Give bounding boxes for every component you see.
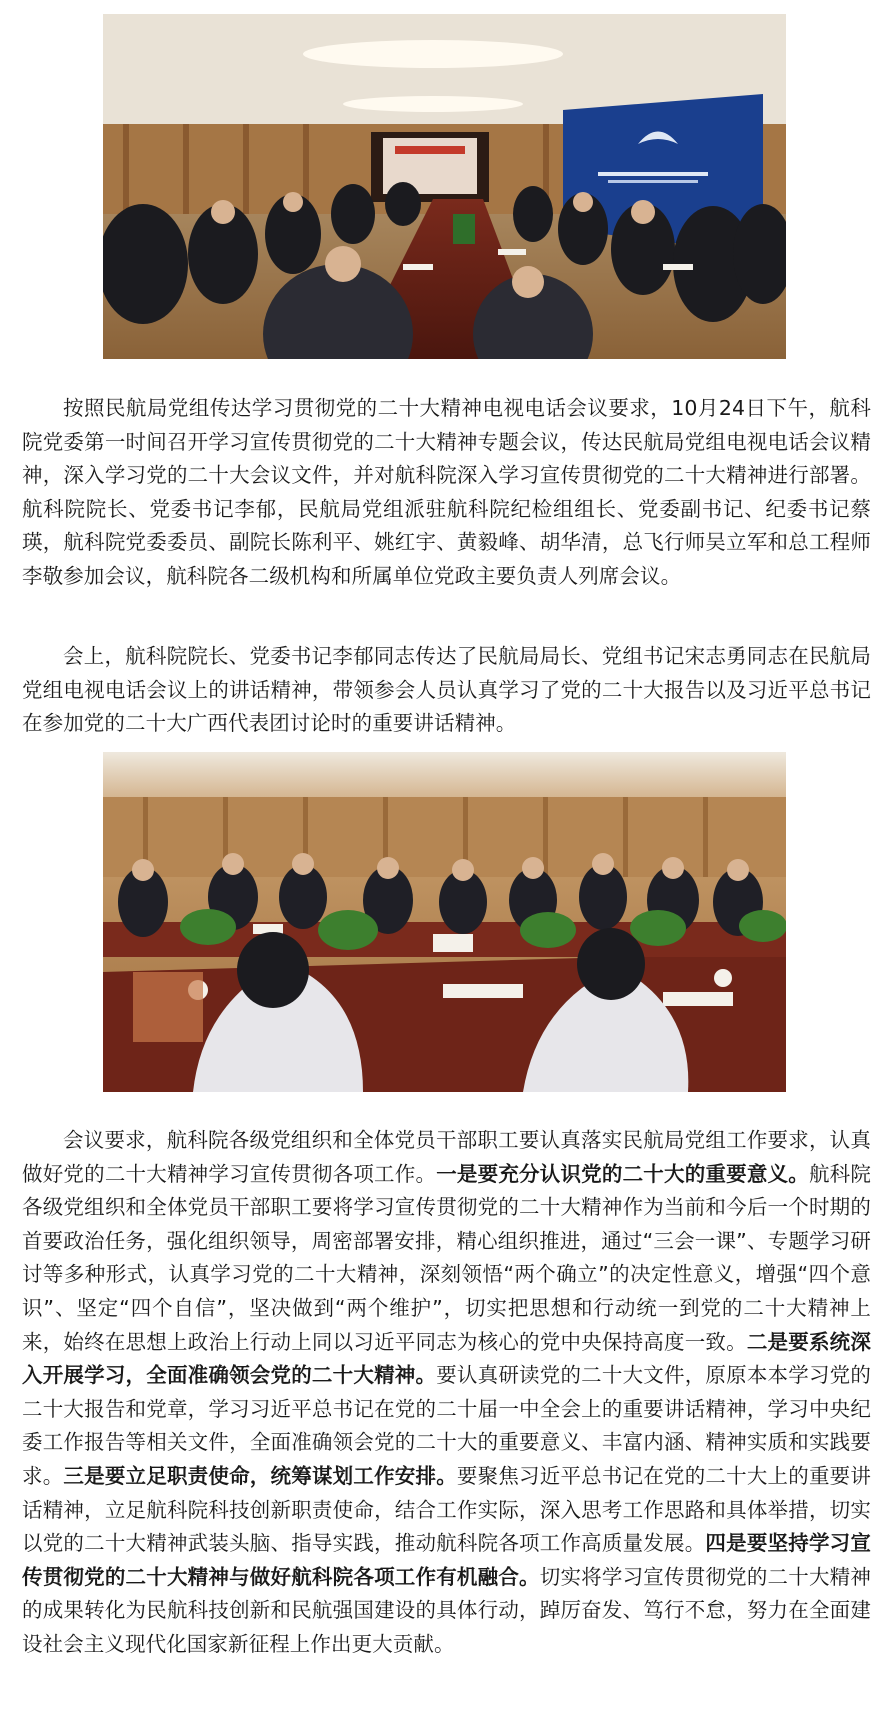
requirement-one-text: 航科院各级党组织和全体党员干部职工要将学习宣传贯彻党的二十大精神作为当前和今后一个时期的首要政治任务，强化组织领导，周密部署安排，精心组织推进，通过“三会一课”、专题学习研讨等多种形式，认真学习党的二十大精神，深刻领悟“两个确立”的决定性意义，增强“四个意识”、坚定“四个自信”，坚决做到“两个维护”，切实把思想和行动统一到党的二十大精神上来，始终在思想上政治上行动上同以习近平同志为核心的党中央保持高度一致。 (22, 1161, 871, 1354)
requirement-three-heading: 三是要立足职责使命，统筹谋划工作安排。 (63, 1463, 457, 1488)
requirement-two-heading: 二是要系统深入开展学习，全面准确领会党的二十大精神。 (22, 1329, 871, 1388)
meeting-photo-2 (103, 752, 786, 1092)
paragraph-intro: 按照民航局党组传达学习贯彻党的二十大精神电视电话会议要求，10月24日下午，航科院党委第一时间召开学习宣传贯彻党的二十大精神专题会议，传达民航局党组电视电话会议精神，深入学习党的二十大会议文件，并对航科院深入学习宣传贯彻党的二十大精神进行部署。航科院院长、党委书记李郁，民航局党组派驻航科院纪检组组长、党委副书记、纪委书记蔡瑛，航科院党委委员、副院长陈利平、姚红宇、黄毅峰、胡华清，总飞行师吴立军和总工程师李敬参加会议，航科院各二级机构和所属单位党政主要负责人列席会议。 (22, 396, 871, 588)
requirement-one-heading: 一是要充分认识党的二十大的重要意义。 (436, 1161, 809, 1186)
meeting-photo-1 (103, 14, 786, 359)
paragraph-meeting-content: 会上，航科院院长、党委书记李郁同志传达了民航局局长、党组书记宋志勇同志在民航局党组电视电话会议上的讲话精神，带领参会人员认真学习了党的二十大报告以及习近平总书记在参加党的二十大广西代表团讨论时的重要讲话精神。 (22, 644, 871, 736)
paragraph-requirements (22, 1124, 871, 1662)
conference-room-photo-icon (103, 752, 786, 1092)
requirement-four-text: 切实将学习宣传贯彻党的二十大精神的成果转化为民航科技创新和民航强国建设的具体行动，踔厉奋发、笃行不怠，努力在全面建设社会主义现代化国家新征程上作出更大贡献。 (22, 1564, 871, 1656)
requirement-three-text: 要聚焦习近平总书记在党的二十大上的重要讲话精神，立足航科院科技创新职责使命，结合工作实际，深入思考工作思路和具体举措，切实以党的二十大精神武装头脑、指导实践，推动航科院各项工作高质量发展。 (22, 1463, 871, 1556)
requirements-intro-text: 会议要求，航科院各级党组织和全体党员干部职工要认真落实民航局党组工作要求，认真做好党的二十大精神学习宣传贯彻各项工作。 (22, 1128, 871, 1186)
conference-room-photo-icon (103, 14, 786, 359)
requirement-four-heading: 四是要坚持学习宣传贯彻党的二十大精神与做好航科院各项工作有机融合。 (22, 1531, 871, 1589)
requirement-two-text: 要认真研读党的二十大文件，原原本本学习党的二十大报告和党章，学习习近平总书记在党的二十届一中全会上的重要讲话精神，学习中央纪委工作报告等相关文件，全面准确领会党的二十大的重要意义、丰富内涵、精神实质和实践要求。 (22, 1363, 871, 1488)
